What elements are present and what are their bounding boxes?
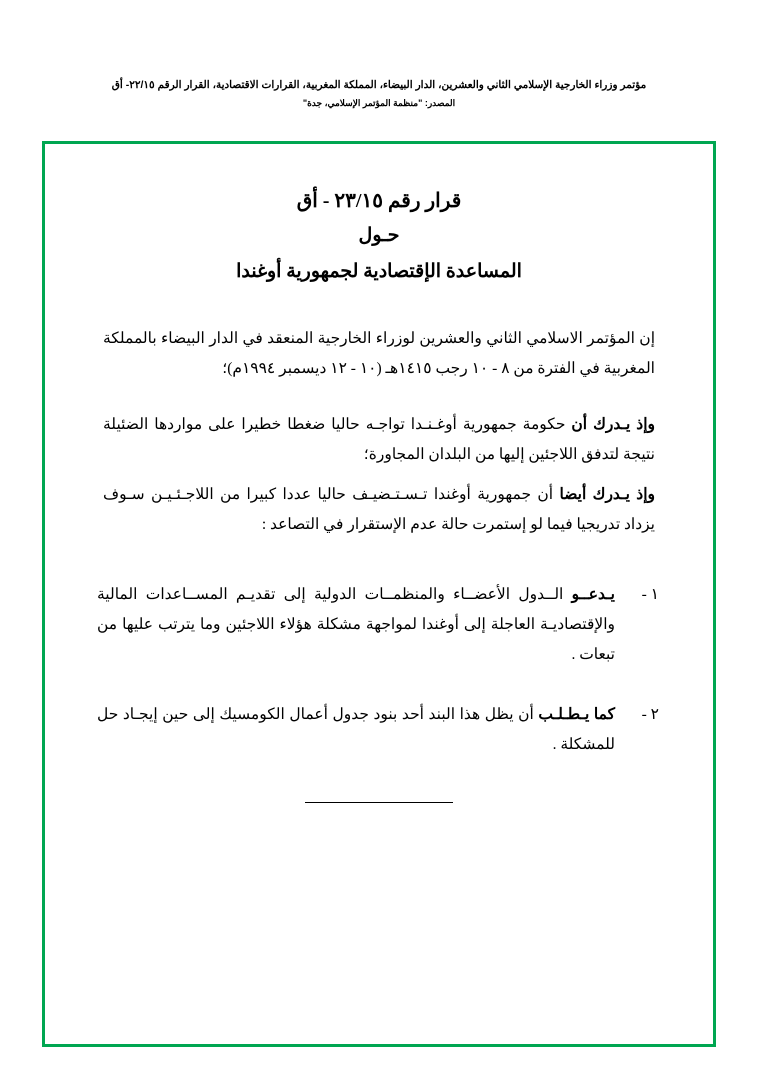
list-item-body — [97, 580, 615, 670]
list-item-body — [97, 700, 615, 760]
page-header — [0, 78, 758, 111]
resolution-about-word: حـول — [358, 225, 400, 246]
clause-one-lead: وإذ يـدرك أن — [571, 416, 655, 433]
header-source-line: المصدر: "منظمة المؤتمر الإسلامي، جدة" — [302, 98, 456, 108]
clause-two-lead: وإذ يـدرك أيضا — [559, 486, 656, 503]
list-item-text: أن يظل هذا البند أحد بنود جدول أعمال الكومسيك إلى حين إيجـاد حل للمشكلة . — [97, 706, 615, 753]
clause-one-text: حكومة جمهورية أوغـنـدا تواجـه حاليا ضغطا خطيرا على مواردها الضئيلة نتيجة لتدفق اللاجئين إليها من البلدان المجاورة؛ — [103, 416, 655, 463]
end-rule-container — [97, 790, 661, 808]
list-item — [97, 700, 661, 760]
preamble-paragraph: إن المؤتمر الاسلامي الثاني والعشرين لوزراء الخارجية المنعقد في الدار البيضاء بالمملكة المغربية في الفترة من ٨ - ١٠ رجب ١٤١٥هـ (١٠ - ١٢ ديسمبر ١٩٩٤م)؛ — [103, 330, 655, 377]
clause-two-text: أن جمهورية أوغندا تـسـتـضيـف حاليا عددا كبيرا من اللاجـئـيـن سـوف يزداد تدريجيا فيما لو إستمرت حالة عدم الإستقرار في التصاعد : — [103, 486, 655, 533]
list-item-text: الــدول الأعضــاء والمنظمــات الدولية إلى تقديـم المســاعدات المالية والإقتصاديـة العاجلة إلى أوغندا لمواجهة مشكلة هؤلاء اللاجئين وما يترتب عليها من تبعات . — [97, 586, 615, 663]
title-block — [97, 186, 661, 288]
list-item-number: ٢ - — [641, 706, 659, 723]
green-border-frame — [42, 141, 716, 1047]
clause-two — [97, 480, 661, 540]
resolution-number-title: قرار رقم ٢٣/١٥ - أق — [296, 190, 462, 212]
header-citation-line: مؤتمر وزراء الخارجية الإسلامي الثاني والعشرين، الدار البيضاء، المملكة المغربية، القرارات الاقتصادية، القرار الرقم ٢٢/١٥- أق — [111, 79, 647, 91]
list-item-lead: يـدعــو — [571, 586, 615, 603]
list-item-number: ١ - — [641, 586, 659, 603]
numbered-items-list — [97, 580, 661, 760]
end-of-document-rule — [305, 802, 453, 803]
clause-one — [97, 410, 661, 470]
document-content — [45, 144, 713, 1044]
list-item — [97, 580, 661, 670]
list-item-lead: كما يـطـلـب — [538, 706, 615, 723]
resolution-subject-title: المساعدة الإقتصادية لجمهورية أوغندا — [236, 261, 522, 282]
